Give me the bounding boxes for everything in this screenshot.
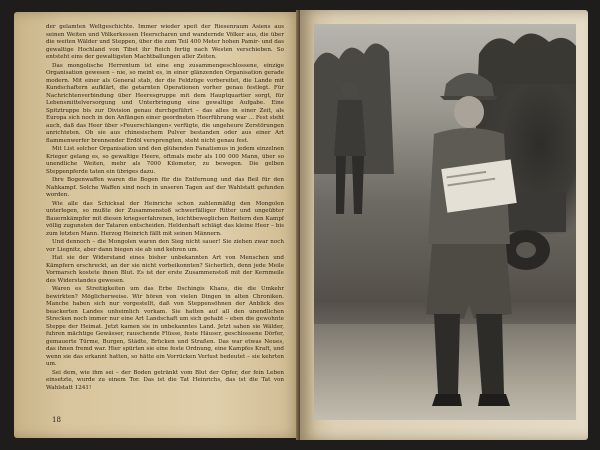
background-soldier [324,76,374,216]
paragraph: Das mongolische Herrentum ist eine eng zusammengeschlossene, einzige Organisation gewesen – nie, so meint es, in einer glänzenden Organisation gerade modern. Mit einer als General stab, der die Feldzüge vorbereitet, die Lande mit Kundschaftern aufklärt, die getarnten Operationen vorher genau festlegt. Für Nachrichtenverbindung über Heeresgruppe mit dem Hauptquartier sorgt, für Lebensmittelversorgung und Unterbringung eine gewaltige Aufgabe. Eine Spitztruppe bis zur Division genau durchgeführt – das alles in einer Zeit, als Europa sich noch in den Anfängen einer geordneten Heerführung war … Fest steht auch, daß das Heer über »Feuerschlangen« verfügte, die ungeheure Zerstörungen anrichteten. Ob sie aus chinesischem Pulver bestanden oder aus einer Art flammenwerfer brennender Erdöl versprengten, steht nicht genau fest. [46,62,284,144]
paragraph: Mit List solcher Organisation und den glühenden Fanatismus in jedem einzelnen Krieger gelang es, so gewaltige Heere, oftmals mehr als 100 000 Mann, über so unendliche Weiten, mehr als 7000 Kilometer, zu bewegen. Die gelben Steppenpferde taten ein übriges dazu. [46,146,284,175]
right-page [300,10,588,440]
paragraph: Und dennoch – die Mongolen waren den Sieg nicht sauer! Sie ziehen zwar noch vor Liegnitz, aber dann biegen sie ab und kehren um. [46,239,284,253]
open-booklet [14,10,588,440]
page-number: 18 [52,416,61,424]
paragraph: Waren es Streitigkeiten um das Erbe Dschingis Khans, die die Umkehr bewirkten? Möglicherweise. Wir hören von vielen Dingen in alten Chroniken. Manche haben sich nur vorgestellt, daß von Steppensöhnen der Anblick des beackerten Landes unheimlich vorkam. Sie hatten auf all den unendlichen Strecken noch immer nur eine Art Landschaft um sich gehabt – eben die gewohnte Steppe der Heimat. Jetzt kamen sie in unbekanntes Land. Jetzt sahen sie Wälder, fuhren mächtige Gewässer, rauschende Flüsse, feste Häuser, geschlossene Dörfer, gemauerte Türme, Burgen, Städte, Brücken und Straßen. Das war etwas Neues, das ihnen fremd war. Hier spürten sie eine feste Ordnung, eine Kampfes Kraft, und wenn sie das erkannt hatten, so hätte ein Vorrücken Verlust bedeutet – sie kehrten um. [46,286,284,367]
soldier-reading-newspaper [414,64,524,414]
left-page [14,12,300,438]
soldier-photograph [314,24,576,420]
paragraph: Wie alle das Schicksal der Heinriche schon zahlenmäßig den Mongolen unterlegen, so mußte der Zusammenstoß schwerfälliger Ritter und ungeübter Bauernkämpfer mit diesen kriegserfahrenen, leichtbeweglichen Reitern den Kampf völlig zugunsten der Tataren entscheiden. Heldenhaft schlägt das kleine Heer – bis zum letzten Mann. Herzog Heinrich fällt mit seinen Männern. [46,200,284,237]
text-column [46,24,284,416]
paragraph: Ihre Bogenwaffen waren die Bogen für die Entfernung und das Beil für den Nahkampf. Solche Waffen sind noch in unseren Tagen auf der Wahlstatt gefunden worden. [46,177,284,198]
paragraph: der gelamten Weltgeschichte. Immer wieder speit der Riesenraum Asiens aus seinen Weiten und Völkerkessen Heerscharen und wandernde Völker aus, die über die weiten Wälder und Steppen, über die zum Teil 400 Meter hohen Pamir- und das gewaltige Hochland von Tibet ihr Reich fertig nach Westen verschieben. So entsteht eins der gewaltigsten Machtballungen aller Zeiten. [46,24,284,60]
paragraph: Sei dem, wie ihm sei – der Boden getränkt vom Blut der Opfer, der fein Leben einsetzte, wurde zu einem Tor. Das ist die Tat Heinrichs, das ist die Tat von Wahlstatt 1241! [46,369,284,391]
paragraph: Hat sie der Widerstand eines bisher unbekannten Art von Menschen und Kämpfern erschreckt, an der sie nicht vorbeikonnten? Sicherlich, denn jede Meile Vormarsch kostete ihnen Blut. Es ist der erste Zusammenstoß mit der Kernmeile des Widerstandes gewesen. [46,255,284,284]
